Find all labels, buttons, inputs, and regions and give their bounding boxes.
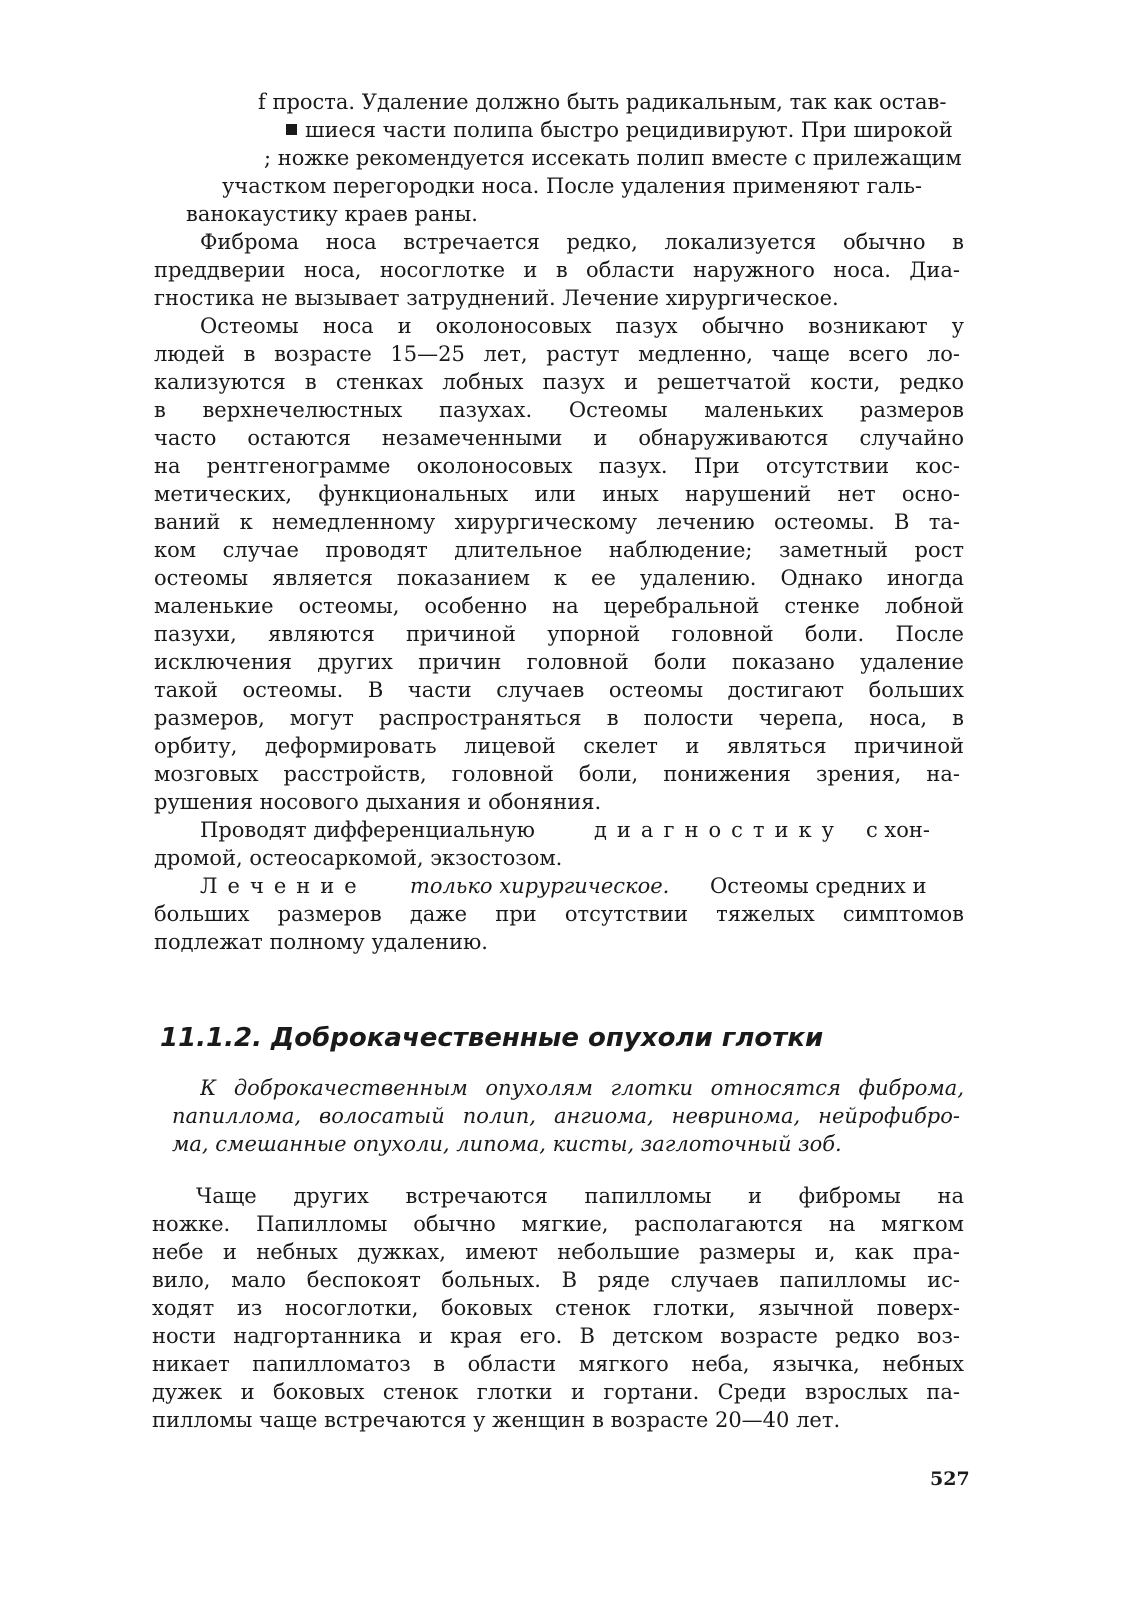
- text-line: пилломы чаще встречаются у женщин в возрасте 20—40 лет.: [152, 1408, 841, 1432]
- text-line: рушения носового дыхания и обоняния.: [154, 790, 602, 814]
- text-line: Проводят дифференциальную: [200, 818, 535, 842]
- text-line: гностика не вызывает затруднений. Лечение хирургическое.: [154, 286, 839, 310]
- text-line: дромой, остеосаркомой, экзостозом.: [154, 846, 563, 870]
- text-line: Остеомы носа и околоносовых пазух обычно возникают у: [200, 314, 964, 338]
- text-line: орбиту, деформировать лицевой скелет и являться причиной: [154, 734, 964, 758]
- text-line: кализуются в стенках лобных пазух и решетчатой кости, редко: [154, 370, 964, 394]
- text-line: Фиброма носа встречается редко, локализуется обычно в: [200, 230, 964, 254]
- page-number: 527: [930, 1468, 970, 1490]
- text-line: небе и небных дужках, имеют небольшие размеры и, как пра-: [152, 1240, 960, 1264]
- intro-line: папиллома, волосатый полип, ангиома, невринома, нейрофибро-: [172, 1104, 960, 1128]
- text-line: исключения других причин головной боли показано удаление: [154, 650, 964, 674]
- text-line: в верхнечелюстных пазухах. Остеомы маленьких размеров: [154, 398, 964, 422]
- text-line: ваний к немедленному хирургическому лечению остеомы. В та-: [154, 510, 960, 534]
- text-line: ванокаустику краев раны.: [186, 202, 478, 226]
- text-line: пазухи, являются причиной упорной головной боли. После: [154, 622, 964, 646]
- text-line: остеомы является показанием к ее удалению. Однако иногда: [154, 566, 964, 590]
- text-line: преддверии носа, носоглотке и в области наружного носа. Диа-: [154, 258, 960, 282]
- text-line: вило, мало беспокоят больных. В ряде случаев папилломы ис-: [152, 1268, 960, 1292]
- text-line: ходят из носоглотки, боковых стенок глотки, язычной поверх-: [152, 1296, 960, 1320]
- text-line: Чаще других встречаются папилломы и фибромы на: [196, 1184, 964, 1208]
- text-line: на рентгенограмме околоносовых пазух. При отсутствии кос-: [154, 454, 960, 478]
- section-heading: 11.1.2. Доброкачественные опухоли глотки: [160, 1023, 824, 1053]
- text-line-content: шиеся части полипа быстро рецидивируют. При широкой: [305, 118, 953, 142]
- italic-phrase: только хирургическое.: [410, 874, 670, 898]
- text-line: ; ножке рекомендуется иссекать полип вместе с прилежащим: [264, 146, 962, 170]
- text-line: часто остаются незамеченными и обнаруживаются случайно: [154, 426, 964, 450]
- text-line: f проста. Удаление должно быть радикальным, так как остав-: [258, 90, 947, 114]
- text-line: мозговых расстройств, головной боли, понижения зрения, на-: [154, 762, 960, 786]
- text-line: ножке. Папилломы обычно мягкие, располагаются на мягком: [152, 1212, 964, 1236]
- intro-line: К доброкачественным опухолям глотки относятся фиброма,: [200, 1076, 964, 1100]
- text-line: такой остеомы. В части случаев остеомы достигают больших: [154, 678, 964, 702]
- text-line: дужек и боковых стенок глотки и гортани. Среди взрослых па-: [152, 1380, 960, 1404]
- text-line: никает папилломатоз в области мягкого неба, язычка, небных: [152, 1352, 964, 1376]
- text-line: маленькие остеомы, особенно на церебральной стенке лобной: [154, 594, 964, 618]
- text-line: ком случае проводят длительное наблюдение; заметный рост: [154, 538, 964, 562]
- text-line: подлежат полному удалению.: [154, 930, 488, 954]
- intro-line: ма, смешанные опухоли, липома, кисты, заглоточный зоб.: [172, 1132, 842, 1156]
- text-line: размеров, могут распространяться в полости черепа, носа, в: [154, 706, 964, 730]
- text-line: участком перегородки носа. После удаления применяют галь-: [222, 174, 923, 198]
- text-line: людей в возрасте 15—25 лет, растут медленно, чаще всего ло-: [154, 342, 960, 366]
- spaced-term: диагностику: [594, 818, 844, 842]
- text-line: с хон-: [866, 818, 931, 842]
- text-line: Остеомы средних и: [710, 874, 927, 898]
- text-line: [286, 116, 953, 144]
- spaced-term: Лечение: [200, 874, 367, 898]
- text-line: метических, функциональных или иных нарушений нет осно-: [154, 482, 960, 506]
- text-line: больших размеров даже при отсутствии тяжелых симптомов: [154, 902, 964, 926]
- bullet-square-icon: [286, 124, 297, 135]
- text-line: ности надгортанника и края его. В детском возрасте редко воз-: [152, 1324, 960, 1348]
